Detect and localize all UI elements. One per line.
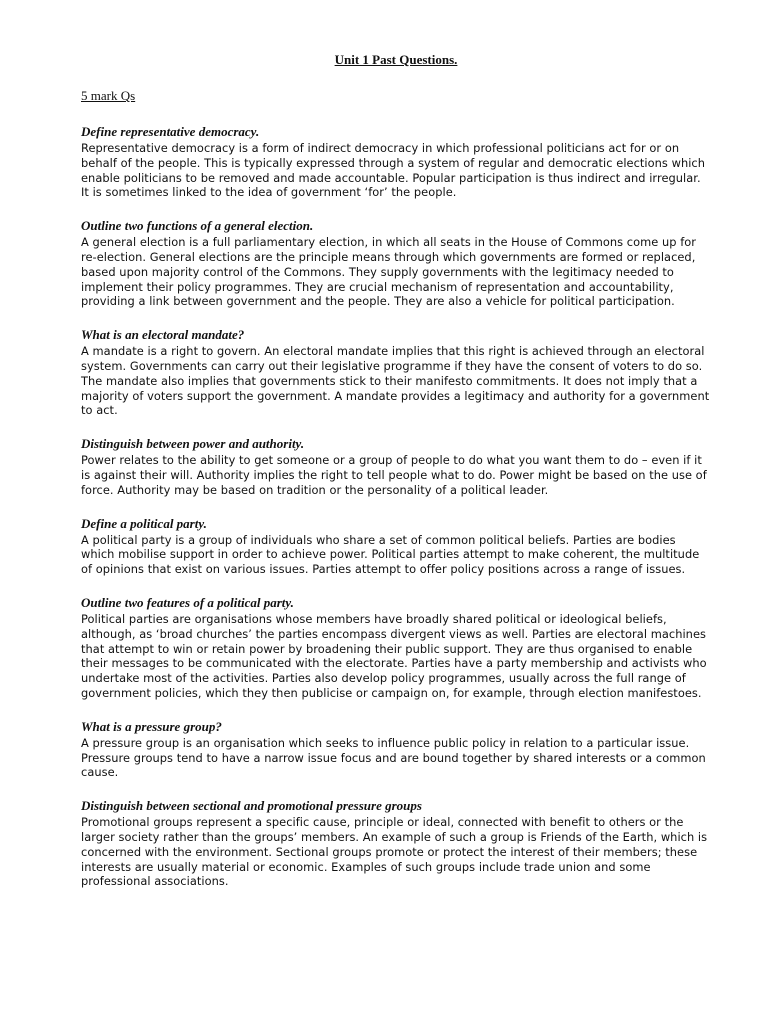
answer-paragraph: Representative democracy is a form of indirect democracy in which professional politicians act for or on behalf of the people. This is typically expressed through a system of regular and democratic elections which enable politicians to be removed and made accountable. Popular participation is thus indirect and irregular. It is sometimes linked to the idea of government ‘for’ the people. [81,141,706,200]
qa-section [81,595,711,701]
answer-paragraph: A pressure group is an organisation which seeks to influence public policy in relation to a particular issue. Pressure groups tend to have a narrow issue focus and are bound together by shared interests or a common cause. [81,735,706,780]
answer-paragraph: A mandate is a right to govern. An electoral mandate implies that this right is achieved through an electoral system. Governments can carry out their legislative programme if they have the consent of voters to do so. The mandate also implies that governments stick to their manifesto commitments. It does not imply that a majority of voters support the government. A mandate provides a legitimacy and authority for a government to act. [81,344,710,418]
answer-paragraph: Power relates to the ability to get someone or a group of people to do what you want them to do – even if it is against their will. Authority implies the right to tell people what to do. Power might be based on the use of force. Authority may be based on tradition or the personality of a political leader. [81,453,707,497]
question-heading: What is an electoral mandate? [81,327,245,343]
question-heading: Outline two functions of a general election. [81,218,314,234]
qa-section [81,719,711,780]
question-heading: Distinguish between sectional and promotional pressure groups [81,798,422,814]
question-heading: What is a pressure group? [81,718,222,734]
question-heading: Outline two features of a political party. [81,594,294,610]
document-title: Unit 1 Past Questions. [334,52,458,67]
qa-section [81,798,711,889]
question-heading: Distinguish between power and authority. [81,436,305,452]
answer-paragraph: A political party is a group of individuals who share a set of common political beliefs. Parties are bodies which mobilise support in order to achieve power. Political parties attempt to make coherent, the multitude of opinions that exist on various issues. Parties attempt to offer policy positions across a range of issues. [81,532,700,577]
answer-paragraph: A general election is a full parliamentary election, in which all seats in the House of Commons come up for re-election. General elections are the principle means through which governments are formed or replaced, based upon majority control of the Commons. They supply governments with the legitimacy needed to implement their policy programmes. They are crucial mechanism of representation and accountability, providing a link between government and the people. They are also a vehicle for political participation. [81,235,697,309]
qa-section [81,516,711,577]
qa-section [81,436,711,497]
question-heading: Define representative democracy. [81,124,260,139]
document-subtitle: 5 mark Qs [81,88,136,103]
qa-section [81,218,711,309]
question-heading: Define a political party. [81,515,207,531]
answer-paragraph: Political parties are organisations whose members have broadly shared political or ideological beliefs, although, as ‘broad churches’ the parties encompass divergent views as well. Parties are electoral machines that attempt to win or retain power by broadening their public support. They are thus organised to enable their messages to be communicated with the electorate. Parties have a party membership and activists who undertake most of the activities. Parties also develop policy programmes, usually across the full range of government policies, which they then publicise or campaign on, for example, through election manifestoes. [81,611,707,700]
document-page [81,52,711,907]
answer-paragraph: Promotional groups represent a specific cause, principle or ideal, connected with benefit to others or the larger society rather than the groups’ members. An example of such a group is Friends of the Earth, which is concerned with the environment. Sectional groups promote or protect the interest of their members; these interests are usually material or economic. Examples of such groups include trade union and some professional associations. [81,815,708,889]
qa-section [81,124,711,200]
qa-section [81,327,711,418]
